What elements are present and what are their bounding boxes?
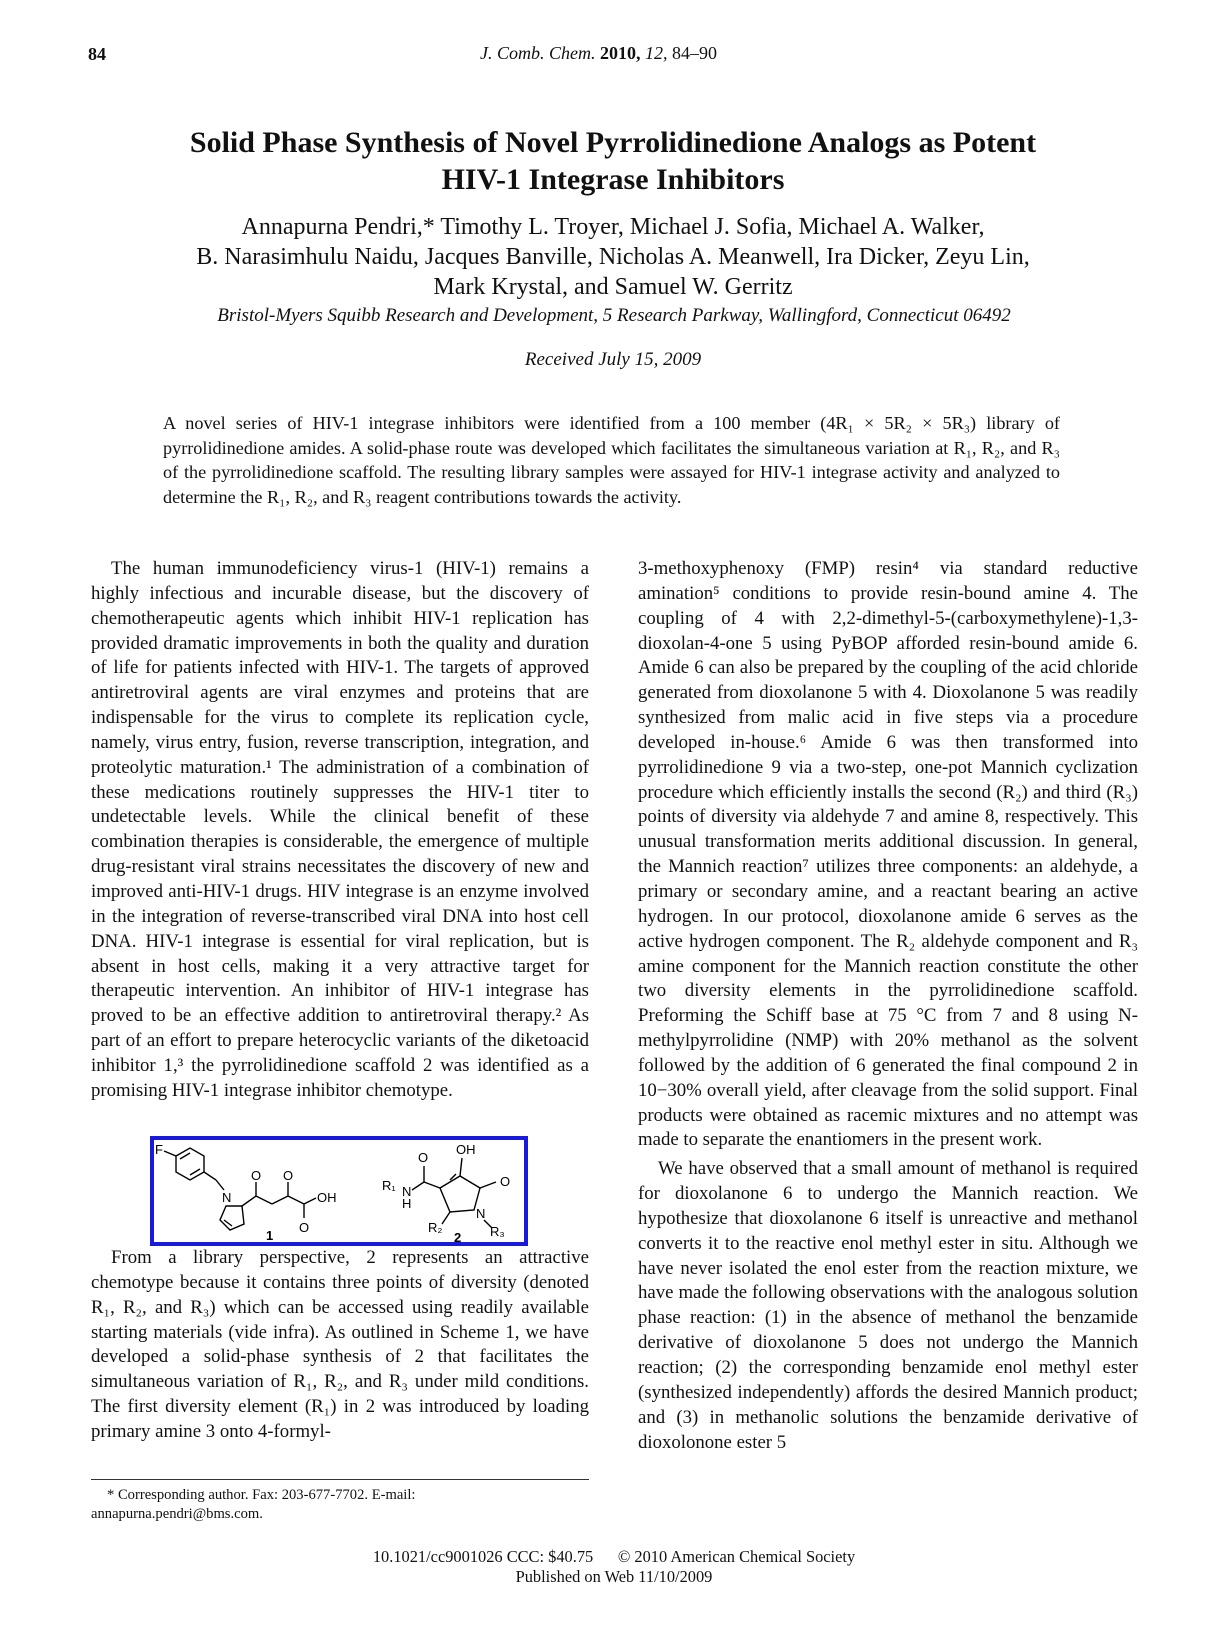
journal-citation xyxy=(480,43,717,64)
amide-oxygen-label: O xyxy=(418,1150,429,1165)
journal-pages: 84–90 xyxy=(672,43,717,63)
chemical-structures-figure xyxy=(150,1136,528,1246)
enol-hydroxyl-label: OH xyxy=(456,1142,476,1157)
compound-1-number: 1 xyxy=(266,1228,274,1242)
author-line: Mark Krystal, and Samuel W. Gerritz xyxy=(433,274,793,300)
right-column xyxy=(638,557,1138,1455)
page-footer xyxy=(200,1547,1028,1587)
r1-label: R₁ xyxy=(382,1178,396,1193)
title-line: Solid Phase Synthesis of Novel Pyrrolidinedione Analogs as Potent xyxy=(189,126,1037,159)
affiliation: Bristol-Myers Squibb Research and Development, 5 Research Parkway, Wallingford, Connecticut 06492 xyxy=(217,305,1011,326)
corresponding-author-footnote: * Corresponding author. Fax: 203-677-7702. E-mail: annapurna.pendri@bms.com. xyxy=(91,1487,416,1522)
publication-date: Published on Web 11/10/2009 xyxy=(515,1567,713,1586)
journal-volume: 12, xyxy=(645,43,668,63)
hydroxyl-label: OH xyxy=(317,1190,337,1205)
body-paragraph: 3-methoxyphenoxy (FMP) resin⁴ via standard reductive amination⁵ conditions to provide resin-bound amine 4. The coupling of 4 with 2,2-dimethyl-5-(carboxymethylene)-1,3-dioxolan-4-one 5 using PyBOP afforded resin-bound amide 6. Amide 6 can also be prepared by the coupling of the acid chloride generated from dioxolanone 5 with 4. Dioxolanone 5 was readily synthesized from malic acid in five steps via a procedure developed in-house.⁶ Amide 6 was then transformed into pyrrolidinedione 9 via a two-step, one-pot Mannich cyclization procedure which efficiently installs the second (R₂) and third (R₃) points of diversity via aldehyde 7 and amine 8, respectively. This unusual transformation merits additional discussion. In general, the Mannich reaction⁷ utilizes three components: an aldehyde, a primary or secondary amine, and a reactant bearing an active hydrogen. In our protocol, dioxolanone amide 6 serves as the active hydrogen component. The R₂ aldehyde component and R₃ amine component for the Mannich reaction constitute the other two diversity elements in the pyrrolidinedione scaffold. Preforming the Schiff base at 75 °C from 7 and 8 using N-methylpyrrolidine (NMP) with 20% methanol as the solvent followed by the addition of 6 generated the final compound 2 in 10−30% overall yield, after cleavage from the solid support. Final products were obtained as racemic mixtures and no attempt was made to separate the enantiomers in the present work. xyxy=(638,558,1138,1151)
compound-2-structure xyxy=(382,1142,510,1242)
left-column-top xyxy=(91,557,589,1104)
r3-label: R₃ xyxy=(490,1224,505,1239)
doi-and-price: 10.1021/cc9001026 CCC: $40.75 xyxy=(372,1547,594,1566)
author-list xyxy=(150,212,1076,302)
structures-drawing xyxy=(154,1140,524,1242)
body-paragraph: We have observed that a small amount of methanol is required for dioxolanone 6 to undergo the Mannich reaction. We hypothesize that dioxolanone 6 itself is unreactive and methanol converts it to the reactive enol methyl ester in situ. Although we have never isolated the enol ester from the reaction mixture, we have made the following observations with the analogous solution phase reaction: (1) in the absence of methanol the benzamide derivative of dioxolanone 5 does not undergo the Mannich reaction; (2) the corresponding benzamide enol methyl ester (synthesized independently) affords the desired Mannich product; and (3) in methanolic solutions the benzamide derivative of dioxolonone ester 5 xyxy=(638,1158,1138,1453)
body-paragraph: From a library perspective, 2 represents an attractive chemotype because it contains three points of diversity (denoted R₁, R₂, and R₃) which can be accessed using readily available starting materials (vide infra). As outlined in Scheme 1, we have developed a solid-phase synthesis of 2 that facilitates the simultaneous variation of R₁, R₂, and R₃ under mild conditions. The first diversity element (R₁) in 2 was introduced by loading primary amine 3 onto 4-formyl- xyxy=(91,1247,589,1442)
acid-oxygen-label: O xyxy=(299,1220,310,1235)
ketone-oxygen-label: O xyxy=(251,1168,262,1183)
lactam-nitrogen-label: N xyxy=(476,1206,486,1221)
fluorine-label: F xyxy=(155,1142,163,1157)
author-line: Annapurna Pendri,* Timothy L. Troyer, Michael J. Sofia, Michael A. Walker, xyxy=(241,214,985,240)
compound-2-number: 2 xyxy=(454,1230,462,1242)
journal-name: J. Comb. Chem. xyxy=(480,43,596,63)
author-line: B. Narasimhulu Naidu, Jacques Banville, Nicholas A. Meanwell, Ira Dicker, Zeyu Lin, xyxy=(196,244,1030,270)
abstract: A novel series of HIV-1 integrase inhibitors were identified from a 100 member (4R₁ × 5R₂ × 5R₃) library of pyrrolidinedione amides. A solid-phase route was developed which facilitates the simultaneous variation at R₁, R₂, and R₃ of the pyrrolidinedione scaffold. The resulting library samples were assayed for HIV-1 integrase activity and analyzed to determine the R₁, R₂, and R₃ reagent contributions towards the activity. xyxy=(163,413,1060,507)
compound-1-structure xyxy=(155,1142,337,1242)
page-number: 84 xyxy=(88,44,106,64)
lactam-oxygen-label: O xyxy=(500,1174,511,1189)
amide-nitrogen-label: N xyxy=(402,1184,412,1199)
title-line: HIV-1 Integrase Inhibitors xyxy=(441,163,785,196)
footnote-divider xyxy=(91,1479,589,1480)
pyrrole-nitrogen-label: N xyxy=(222,1190,232,1205)
r2-label: R₂ xyxy=(428,1220,443,1235)
copyright: © 2010 American Chemical Society xyxy=(617,1547,856,1566)
received-date: Received July 15, 2009 xyxy=(524,349,702,370)
article-title xyxy=(150,124,1076,198)
journal-year: 2010, xyxy=(600,43,641,63)
left-column-bottom xyxy=(91,1246,589,1445)
body-paragraph: The human immunodeficiency virus-1 (HIV-1) remains a highly infectious and incurable disease, but the discovery of chemotherapeutic agents which inhibit HIV-1 replication has provided dramatic improvements in both the quality and duration of life for patients infected with HIV-1. The targets of approved antiretroviral agents are viral enzymes and proteins that are indispensable for the virus to complete its replication cycle, namely, virus entry, fusion, reverse transcription, integration, and proteolytic maturation.¹ The administration of a combination of these medications routinely suppresses the HIV-1 titer to undetectable levels. While the clinical benefit of these combination therapies is considerable, the emergence of multiple drug-resistant viral strains necessitates the discovery of new and improved anti-HIV-1 drugs. HIV integrase is an enzyme involved in the integration of reverse-transcribed viral DNA into host cell DNA. HIV-1 integrase is essential for viral replication, but is absent in host cells, making it a very attractive target for therapeutic intervention. An inhibitor of HIV-1 integrase has proved to be an effective addition to antiretroviral therapy.² As part of an effort to prepare heterocyclic variants of the diketoacid inhibitor 1,³ the pyrrolidinedione scaffold 2 was identified as a promising HIV-1 integrase inhibitor chemotype. xyxy=(91,558,589,1101)
ketone-oxygen-label: O xyxy=(283,1168,294,1183)
amide-hydrogen-label: H xyxy=(402,1196,412,1211)
